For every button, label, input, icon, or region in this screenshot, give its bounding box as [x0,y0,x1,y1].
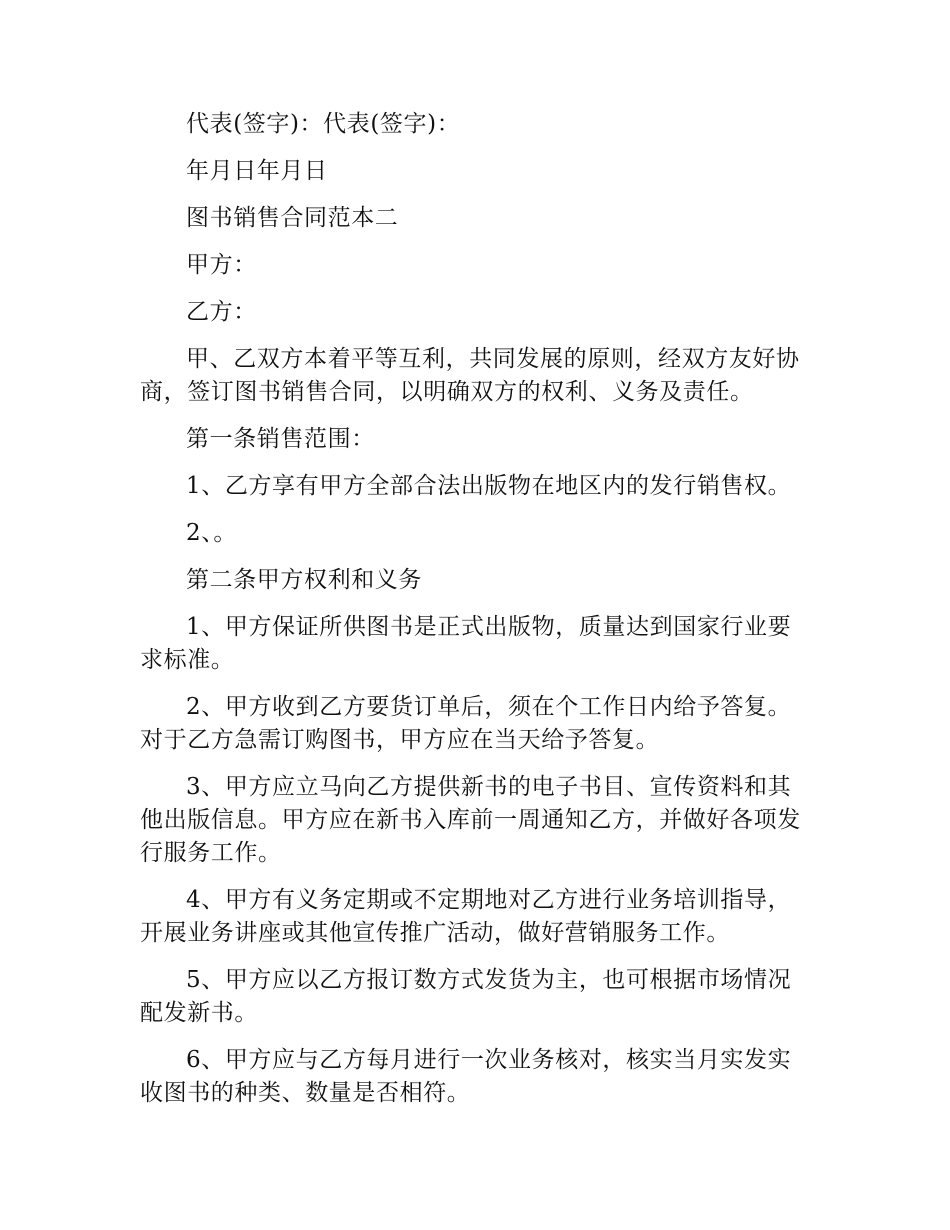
article-2-item-3: 3、甲方应立马向乙方提供新书的电子书目、宣传资料和其他出版信息。甲方应在新书入库前一周通知乙方，并做好各项发行服务工作。 [140,774,801,866]
article-1-heading: 第一条销售范围： [186,426,375,452]
article-1-item-1: 1、乙方享有甲方全部合法出版物在地区内的发行销售权。 [186,473,792,499]
preamble-paragraph: 甲、乙双方本着平等互利，共同发展的原则，经双方友好协商，签订图书销售合同，以明确双方的权利、义务及责任。 [140,346,800,405]
article-2-item-2: 2、甲方收到乙方要货订单后，须在个工作日内给予答复。对于乙方急需订购图书，甲方应在当天给予答复。 [140,694,792,753]
article-2-item-6: 6、甲方应与乙方每月进行一次业务核对，核实当月实发实收图书的种类、数量是否相符。 [140,1047,792,1106]
contract-title: 图书销售合同范本二 [186,205,399,231]
document-body [140,108,812,1124]
article-2-heading: 第二条甲方权利和义务 [186,567,422,593]
article-2-item-5: 5、甲方应以乙方报订数方式发货为主，也可根据市场情况配发新书。 [140,967,792,1026]
article-2-item-1: 1、甲方保证所供图书是正式出版物，质量达到国家行业要求标准。 [140,614,792,673]
article-2-item-4: 4、甲方有义务定期或不定期地对乙方进行业务培训指导，开展业务讲座或其他宣传推广活动，做好营销服务工作。 [140,887,792,946]
party-a-line: 甲方： [186,252,257,278]
party-b-line: 乙方： [186,299,257,325]
signature-line: 代表(签字)：代表(签字)： [186,111,461,137]
article-1-item-2: 2、。 [186,520,237,546]
date-line: 年月日年月日 [186,158,328,184]
